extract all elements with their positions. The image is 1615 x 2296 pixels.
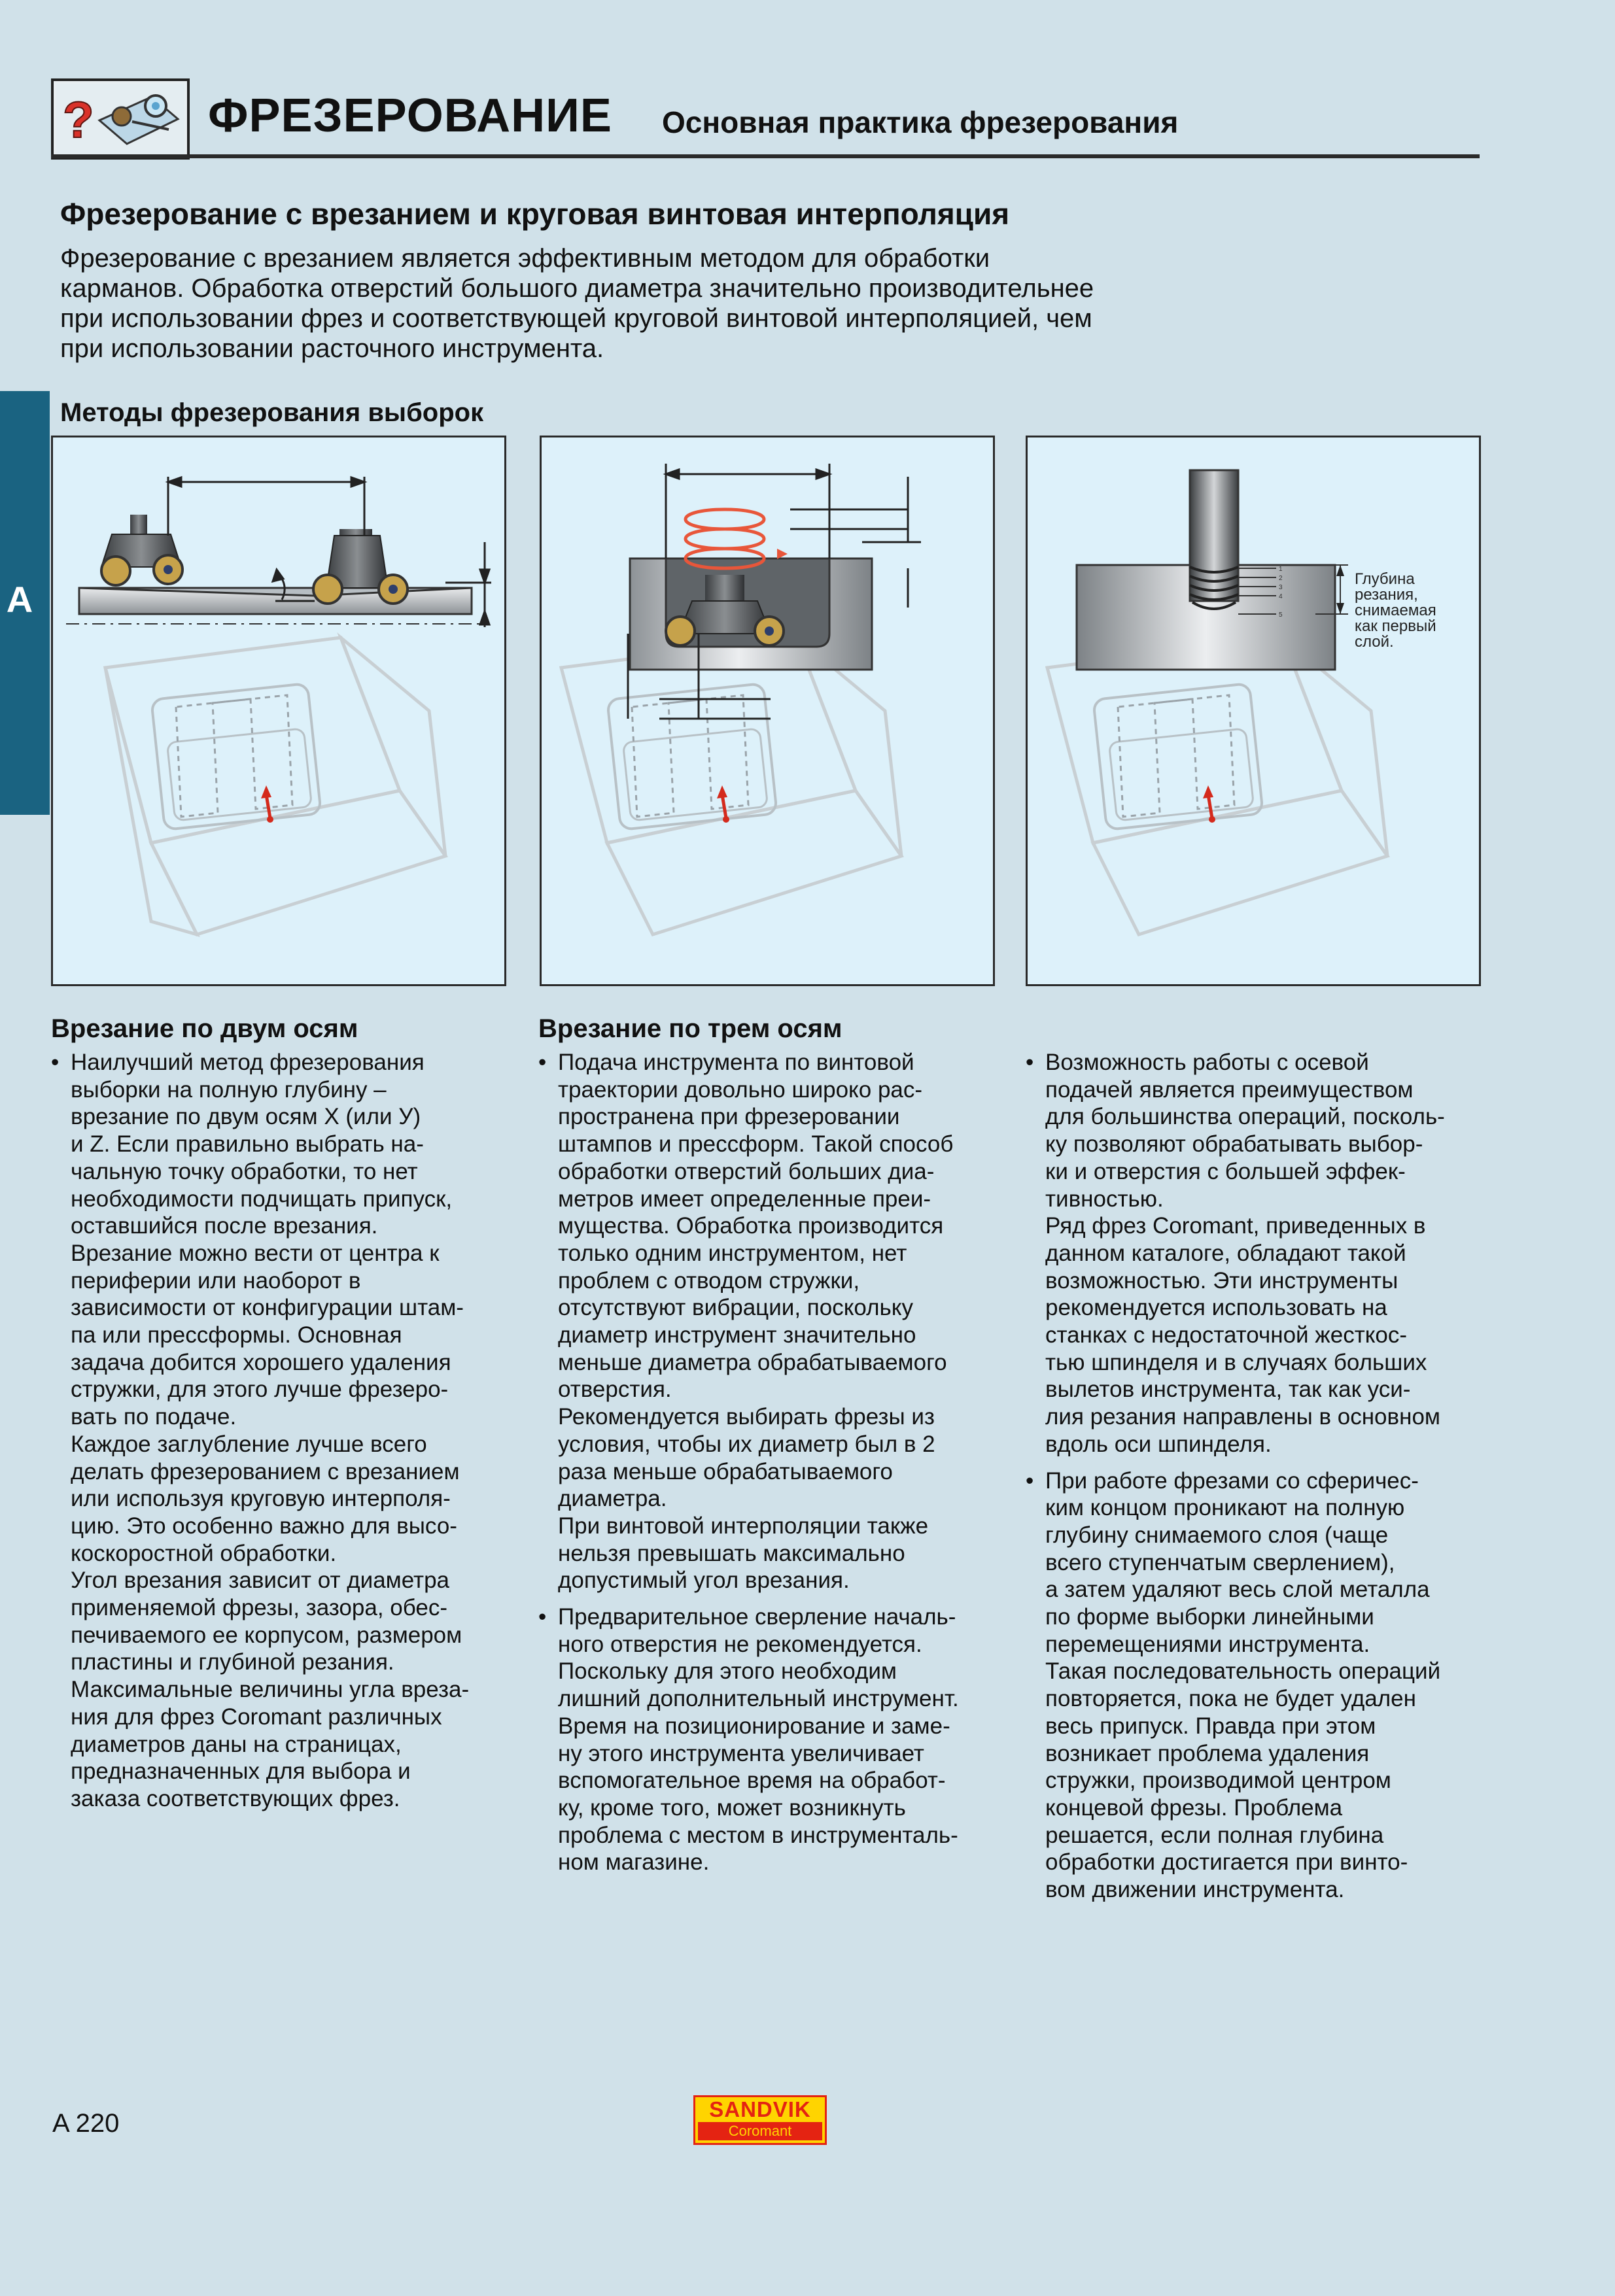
header-rule: [51, 154, 1480, 158]
bullet-line: ки и отверстия с большей эффек-: [1045, 1158, 1406, 1184]
svg-text:2: 2: [1279, 575, 1283, 582]
bullet-line: вспомогательное время на обработ-: [558, 1768, 946, 1794]
bullet-line: данном каталоге, обладают такой: [1045, 1240, 1406, 1266]
milling-question-icon: [54, 81, 187, 157]
bullet-line: а затем удаляют весь слой металла: [1045, 1577, 1430, 1603]
bullet-line: решается, если полная глубина: [1045, 1822, 1384, 1848]
bullet-line: стружки, производимой центром: [1045, 1768, 1391, 1794]
depth-label-line: Глубина: [1355, 570, 1415, 588]
column-two-axis: [51, 1012, 509, 1822]
depth-label-line: резания,: [1355, 586, 1418, 604]
bullet-line: ного отверстия не рекомендуется.: [558, 1631, 922, 1657]
page-heading: Фрезерование с врезанием и круговая винтовая интерполяция: [60, 197, 1010, 231]
bullet-line: ким концом проникают на полную: [1045, 1495, 1405, 1521]
bullet-line: ном магазине.: [558, 1849, 710, 1876]
bullet-item: [538, 1049, 996, 1594]
bullet-line: ку позволяют обрабатывать выбор-: [1045, 1131, 1423, 1157]
bullet-line: отсутствуют вибрации, поскольку: [558, 1295, 913, 1321]
intro-paragraph: [60, 243, 1290, 364]
svg-text:4: 4: [1279, 593, 1283, 600]
figure-two-axis-ramping: [51, 436, 506, 986]
bullet-line: подачей является преимуществом: [1045, 1076, 1414, 1103]
bullet-line: допустимый угол врезания.: [558, 1568, 850, 1594]
bullet-line: повторяется, пока не будет удален: [1045, 1686, 1416, 1712]
bullet-item: [51, 1049, 509, 1813]
bullet-line: ния для фрез Coromant различных: [71, 1704, 442, 1730]
bullet-line: меньше диаметра обрабатываемого: [558, 1349, 947, 1375]
figure-three-axis-helical: [540, 436, 995, 986]
bullet-line: глубину снимаемого слоя (чаще: [1045, 1522, 1389, 1548]
column-axial-feed: [1026, 1049, 1484, 1913]
bullet-line: Максимальные величины угла вреза-: [71, 1677, 470, 1703]
column-heading: Врезание по двум осям: [51, 1014, 358, 1043]
bullet-line: Угол врезания зависит от диаметра: [71, 1568, 450, 1594]
bullet-line: Врезание можно вести от центра к: [71, 1240, 440, 1266]
figure-axial-feed: [1026, 436, 1481, 986]
bullet-line: врезание по двум осям X (или У): [71, 1104, 421, 1130]
bullet-line: периферии или наоборот в: [71, 1267, 361, 1294]
bullet-line: Поскольку для этого необходим: [558, 1658, 897, 1685]
depth-label-line: слой.: [1355, 633, 1394, 651]
depth-label-line: как первый: [1355, 617, 1436, 635]
bullet-item: [1026, 1467, 1484, 1904]
bullet-line: диаметр инструмент значительно: [558, 1322, 916, 1348]
bullet-line: диаметра.: [558, 1486, 667, 1512]
bullet-line: коскоростной обработки.: [71, 1540, 337, 1566]
bullet-line: тью шпинделя и в случаях больших: [1045, 1349, 1427, 1375]
svg-text:?: ?: [63, 91, 94, 148]
bullet-line: цию. Это особенно важно для высо-: [71, 1513, 457, 1539]
bullet-line: рекомендуется использовать на: [1045, 1295, 1387, 1321]
intro-line: при использовании фрез и соответствующей круговой винтовой интерполяцией, чем: [60, 304, 1092, 333]
page-number: A 220: [52, 2109, 120, 2138]
bullet-line: вылетов инструмента, так как уси-: [1045, 1377, 1411, 1403]
bullet-line: делать фрезерованием с врезанием: [71, 1458, 460, 1484]
column-three-axis: [538, 1012, 996, 1885]
bullet-line: по форме выборки линейными: [1045, 1604, 1374, 1630]
bullet-line: лишний дополнительный инструмент.: [558, 1686, 959, 1712]
bullet-line: обработки достигается при винто-: [1045, 1849, 1408, 1876]
section-subtitle: Основная практика фрезерования: [662, 105, 1179, 139]
intro-line: карманов. Обработка отверстий большого диаметра значительно производительнее: [60, 274, 1094, 303]
column-heading: Врезание по трем осям: [538, 1014, 842, 1043]
bullet-line: печиваемого ее корпусом, размером: [71, 1622, 462, 1648]
bullet-line: • При работе фрезами со сферичес-: [1045, 1467, 1419, 1494]
bullet-line: задача добится хорошего удаления: [71, 1349, 451, 1375]
svg-text:3: 3: [1279, 584, 1283, 591]
bullet-line: и Z. Если правильно выбрать на-: [71, 1131, 424, 1157]
bullet-line: штампов и прессформ. Такой способ: [558, 1131, 954, 1157]
intro-line: при использовании расточного инструмента.: [60, 334, 604, 363]
bullet-line: Ряд фрез Coromant, приведенных в: [1045, 1213, 1426, 1239]
brand-name: SANDVIK: [709, 2097, 811, 2121]
brand-sub: Coromant: [698, 2122, 822, 2140]
svg-text:1: 1: [1279, 566, 1283, 573]
bullet-line: возникает проблема удаления: [1045, 1740, 1370, 1766]
section-logo: [51, 78, 190, 160]
bullet-line: весь припуск. Правда при этом: [1045, 1713, 1376, 1739]
bullet-line: или используя круговую интерполя-: [71, 1486, 451, 1512]
bullet-line: пластины и глубиной резания.: [71, 1649, 394, 1675]
bullet-line: станках с недостаточной жесткос-: [1045, 1322, 1408, 1348]
intro-line: Фрезерование с врезанием является эффективным методом для обработки: [60, 244, 990, 273]
bullet-line: для большинства операций, посколь-: [1045, 1104, 1445, 1130]
bullet-line: нельзя превышать максимально: [558, 1540, 905, 1566]
bullet-line: па или прессформы. Основная: [71, 1322, 402, 1348]
bullet-line: лия резания направлены в основном: [1045, 1404, 1440, 1430]
bullet-line: всего ступенчатым сверлением),: [1045, 1549, 1395, 1575]
bullet-line: При винтовой интерполяции также: [558, 1513, 929, 1539]
bullet-line: мущества. Обработка производится: [558, 1213, 944, 1239]
bullet-line: тивностью.: [1045, 1186, 1164, 1212]
bullet-line: только одним инструментом, нет: [558, 1240, 907, 1266]
bullet-line: • Наилучший метод фрезерования: [71, 1050, 425, 1075]
bullet-line: проблема с местом в инструменталь-: [558, 1822, 958, 1848]
bullet-line: концевой фрезы. Проблема: [1045, 1794, 1343, 1821]
bullet-line: • Предварительное сверление началь-: [558, 1604, 956, 1630]
bullet-line: пространена при фрезеровании: [558, 1104, 900, 1130]
bullet-line: зависимости от конфигурации штам-: [71, 1295, 464, 1321]
bullet-line: отверстия.: [558, 1377, 672, 1403]
bullet-line: Каждое заглубление лучше всего: [71, 1431, 427, 1457]
bullet-item: [538, 1603, 996, 1876]
bullet-line: ку, кроме того, может возникнуть: [558, 1794, 906, 1821]
bullet-line: диаметров даны на страницах,: [71, 1731, 402, 1757]
depth-label-line: снимаемая: [1355, 602, 1436, 619]
bullet-item: [1026, 1049, 1484, 1458]
bullet-line: предназначенных для выбора и: [71, 1758, 411, 1785]
bullet-line: перемещениями инструмента.: [1045, 1631, 1370, 1657]
bullet-line: условия, чтобы их диаметр был в 2: [558, 1431, 935, 1457]
bullet-line: вдоль оси шпинделя.: [1045, 1431, 1272, 1457]
bullet-line: Рекомендуется выбирать фрезы из: [558, 1404, 935, 1430]
bullet-line: выборки на полную глубину –: [71, 1076, 387, 1103]
bullet-line: траектории довольно широко рас-: [558, 1076, 923, 1103]
bullet-line: стружки, для этого лучше фрезеро-: [71, 1377, 449, 1403]
sandvik-coromant-logo: [693, 2095, 827, 2145]
side-tab-letter: A: [6, 579, 33, 620]
bullet-line: • Подача инструмента по винтовой: [558, 1050, 914, 1075]
bullet-line: раза меньше обрабатываемого: [558, 1458, 893, 1484]
bullet-line: чальную точку обработки, то нет: [71, 1158, 418, 1184]
bullet-line: Время на позиционирование и заме-: [558, 1713, 950, 1739]
bullet-line: • Возможность работы с осевой: [1045, 1050, 1369, 1075]
section-title: ФРЕЗЕРОВАНИЕ: [208, 90, 612, 142]
bullet-line: обработки отверстий больших диа-: [558, 1158, 935, 1184]
bullet-line: оставшийся после врезания.: [71, 1213, 378, 1239]
methods-heading: Методы фрезерования выборок: [60, 398, 484, 427]
bullet-line: ну этого инструмента увеличивает: [558, 1740, 924, 1766]
bullet-line: Такая последовательность операций: [1045, 1658, 1441, 1685]
bullet-line: вать по подаче.: [71, 1404, 237, 1430]
bullet-line: проблем с отводом стружки,: [558, 1267, 860, 1294]
bullet-line: метров имеет определенные преи-: [558, 1186, 931, 1212]
bullet-line: возможностью. Эти инструменты: [1045, 1267, 1398, 1294]
bullet-line: вом движении инструмента.: [1045, 1877, 1345, 1903]
svg-text:5: 5: [1279, 611, 1283, 619]
bullet-line: необходимости подчищать припуск,: [71, 1186, 453, 1212]
bullet-line: заказа соответствующих фрез.: [71, 1785, 400, 1811]
bullet-line: применяемой фрезы, зазора, обес-: [71, 1595, 448, 1621]
